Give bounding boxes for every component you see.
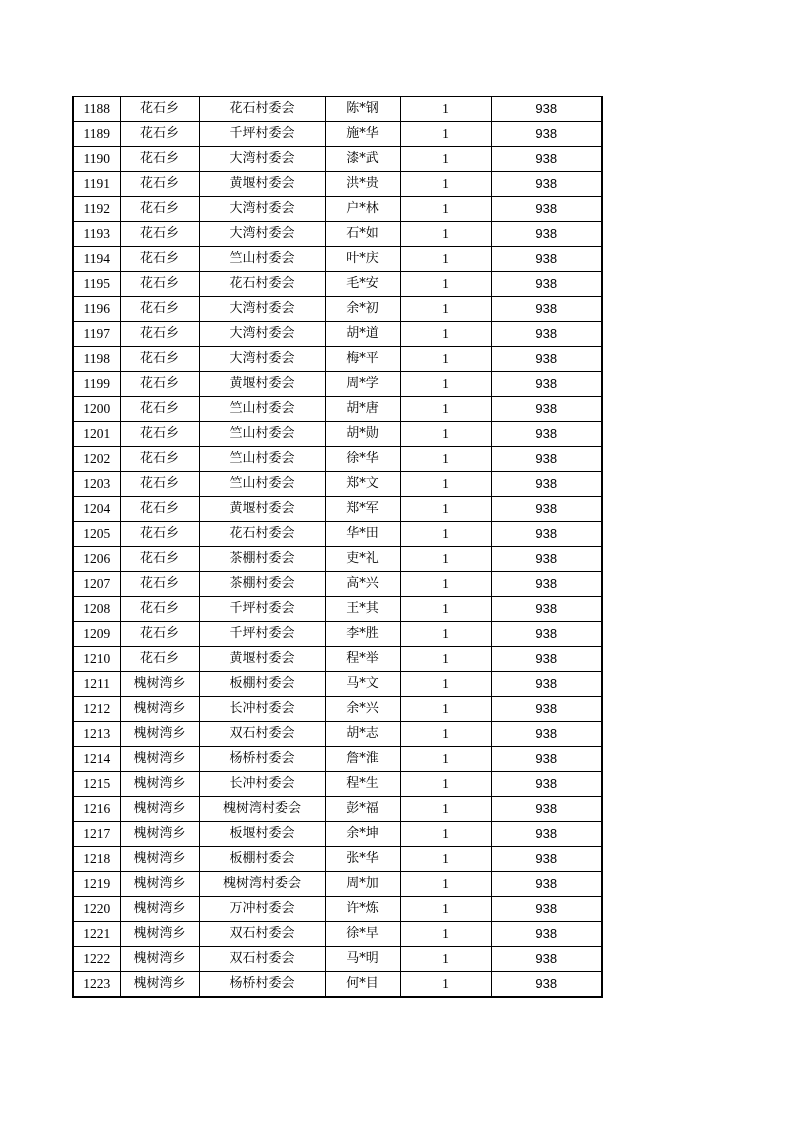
row-number-cell: 1204 bbox=[73, 497, 120, 522]
township-cell: 花石乡 bbox=[120, 297, 199, 322]
table-row bbox=[73, 572, 602, 597]
township-cell: 花石乡 bbox=[120, 97, 199, 122]
amount-cell: 938 bbox=[491, 172, 602, 197]
name-cell: 程*生 bbox=[325, 772, 400, 797]
amount-cell: 938 bbox=[491, 297, 602, 322]
count-cell: 1 bbox=[400, 272, 491, 297]
table-row bbox=[73, 847, 602, 872]
township-cell: 花石乡 bbox=[120, 447, 199, 472]
village-committee-cell: 千坪村委会 bbox=[199, 122, 325, 147]
amount-cell: 938 bbox=[491, 872, 602, 897]
count-cell: 1 bbox=[400, 672, 491, 697]
amount-cell: 938 bbox=[491, 822, 602, 847]
table-row bbox=[73, 697, 602, 722]
row-number-cell: 1198 bbox=[73, 347, 120, 372]
count-cell: 1 bbox=[400, 872, 491, 897]
amount-cell: 938 bbox=[491, 547, 602, 572]
row-number-cell: 1192 bbox=[73, 197, 120, 222]
count-cell: 1 bbox=[400, 772, 491, 797]
count-cell: 1 bbox=[400, 372, 491, 397]
table-row bbox=[73, 547, 602, 572]
amount-cell: 938 bbox=[491, 472, 602, 497]
name-cell: 洪*贵 bbox=[325, 172, 400, 197]
row-number-cell: 1191 bbox=[73, 172, 120, 197]
village-committee-cell: 竺山村委会 bbox=[199, 472, 325, 497]
village-committee-cell: 万冲村委会 bbox=[199, 897, 325, 922]
name-cell: 叶*庆 bbox=[325, 247, 400, 272]
amount-cell: 938 bbox=[491, 797, 602, 822]
count-cell: 1 bbox=[400, 472, 491, 497]
township-cell: 槐树湾乡 bbox=[120, 672, 199, 697]
village-committee-cell: 长冲村委会 bbox=[199, 697, 325, 722]
table-row bbox=[73, 772, 602, 797]
table-row bbox=[73, 597, 602, 622]
amount-cell: 938 bbox=[491, 97, 602, 122]
row-number-cell: 1193 bbox=[73, 222, 120, 247]
amount-cell: 938 bbox=[491, 447, 602, 472]
township-cell: 槐树湾乡 bbox=[120, 922, 199, 947]
township-cell: 花石乡 bbox=[120, 497, 199, 522]
name-cell: 程*举 bbox=[325, 647, 400, 672]
amount-cell: 938 bbox=[491, 697, 602, 722]
amount-cell: 938 bbox=[491, 522, 602, 547]
name-cell: 户*林 bbox=[325, 197, 400, 222]
row-number-cell: 1209 bbox=[73, 622, 120, 647]
township-cell: 花石乡 bbox=[120, 647, 199, 672]
amount-cell: 938 bbox=[491, 497, 602, 522]
table-row bbox=[73, 647, 602, 672]
count-cell: 1 bbox=[400, 197, 491, 222]
village-committee-cell: 茶棚村委会 bbox=[199, 572, 325, 597]
table-row bbox=[73, 247, 602, 272]
row-number-cell: 1201 bbox=[73, 422, 120, 447]
township-cell: 花石乡 bbox=[120, 197, 199, 222]
table-row bbox=[73, 947, 602, 972]
row-number-cell: 1219 bbox=[73, 872, 120, 897]
township-cell: 槐树湾乡 bbox=[120, 947, 199, 972]
township-cell: 花石乡 bbox=[120, 272, 199, 297]
amount-cell: 938 bbox=[491, 372, 602, 397]
name-cell: 徐*早 bbox=[325, 922, 400, 947]
count-cell: 1 bbox=[400, 522, 491, 547]
count-cell: 1 bbox=[400, 497, 491, 522]
township-cell: 花石乡 bbox=[120, 172, 199, 197]
count-cell: 1 bbox=[400, 722, 491, 747]
count-cell: 1 bbox=[400, 622, 491, 647]
township-cell: 花石乡 bbox=[120, 322, 199, 347]
count-cell: 1 bbox=[400, 897, 491, 922]
row-number-cell: 1197 bbox=[73, 322, 120, 347]
township-cell: 花石乡 bbox=[120, 397, 199, 422]
village-committee-cell: 黄堰村委会 bbox=[199, 172, 325, 197]
township-cell: 槐树湾乡 bbox=[120, 822, 199, 847]
count-cell: 1 bbox=[400, 822, 491, 847]
table-row bbox=[73, 272, 602, 297]
count-cell: 1 bbox=[400, 147, 491, 172]
village-committee-cell: 千坪村委会 bbox=[199, 597, 325, 622]
amount-cell: 938 bbox=[491, 122, 602, 147]
name-cell: 王*其 bbox=[325, 597, 400, 622]
table-row bbox=[73, 472, 602, 497]
township-cell: 花石乡 bbox=[120, 122, 199, 147]
amount-cell: 938 bbox=[491, 922, 602, 947]
row-number-cell: 1215 bbox=[73, 772, 120, 797]
name-cell: 徐*华 bbox=[325, 447, 400, 472]
table-row bbox=[73, 622, 602, 647]
name-cell: 李*胜 bbox=[325, 622, 400, 647]
table-row bbox=[73, 897, 602, 922]
row-number-cell: 1202 bbox=[73, 447, 120, 472]
village-committee-cell: 花石村委会 bbox=[199, 522, 325, 547]
village-committee-cell: 竺山村委会 bbox=[199, 447, 325, 472]
village-committee-cell: 竺山村委会 bbox=[199, 397, 325, 422]
row-number-cell: 1196 bbox=[73, 297, 120, 322]
row-number-cell: 1217 bbox=[73, 822, 120, 847]
row-number-cell: 1221 bbox=[73, 922, 120, 947]
village-committee-cell: 大湾村委会 bbox=[199, 222, 325, 247]
township-cell: 花石乡 bbox=[120, 547, 199, 572]
village-committee-cell: 大湾村委会 bbox=[199, 297, 325, 322]
township-cell: 槐树湾乡 bbox=[120, 747, 199, 772]
name-cell: 张*华 bbox=[325, 847, 400, 872]
name-cell: 马*文 bbox=[325, 672, 400, 697]
amount-cell: 938 bbox=[491, 747, 602, 772]
table-row bbox=[73, 347, 602, 372]
name-cell: 高*兴 bbox=[325, 572, 400, 597]
village-committee-cell: 长冲村委会 bbox=[199, 772, 325, 797]
amount-cell: 938 bbox=[491, 972, 602, 998]
name-cell: 何*目 bbox=[325, 972, 400, 998]
count-cell: 1 bbox=[400, 747, 491, 772]
township-cell: 槐树湾乡 bbox=[120, 722, 199, 747]
name-cell: 施*华 bbox=[325, 122, 400, 147]
amount-cell: 938 bbox=[491, 622, 602, 647]
table-row bbox=[73, 522, 602, 547]
row-number-cell: 1220 bbox=[73, 897, 120, 922]
count-cell: 1 bbox=[400, 697, 491, 722]
row-number-cell: 1200 bbox=[73, 397, 120, 422]
row-number-cell: 1207 bbox=[73, 572, 120, 597]
amount-cell: 938 bbox=[491, 322, 602, 347]
name-cell: 周*加 bbox=[325, 872, 400, 897]
count-cell: 1 bbox=[400, 297, 491, 322]
count-cell: 1 bbox=[400, 947, 491, 972]
count-cell: 1 bbox=[400, 122, 491, 147]
table-row bbox=[73, 922, 602, 947]
village-committee-cell: 杨桥村委会 bbox=[199, 747, 325, 772]
count-cell: 1 bbox=[400, 922, 491, 947]
village-committee-cell: 黄堰村委会 bbox=[199, 647, 325, 672]
row-number-cell: 1218 bbox=[73, 847, 120, 872]
count-cell: 1 bbox=[400, 322, 491, 347]
township-cell: 花石乡 bbox=[120, 222, 199, 247]
row-number-cell: 1194 bbox=[73, 247, 120, 272]
village-committee-cell: 大湾村委会 bbox=[199, 197, 325, 222]
table-row bbox=[73, 197, 602, 222]
table-row bbox=[73, 447, 602, 472]
table-row bbox=[73, 422, 602, 447]
row-number-cell: 1223 bbox=[73, 972, 120, 998]
amount-cell: 938 bbox=[491, 897, 602, 922]
row-number-cell: 1206 bbox=[73, 547, 120, 572]
row-number-cell: 1190 bbox=[73, 147, 120, 172]
table-row bbox=[73, 822, 602, 847]
table-row bbox=[73, 322, 602, 347]
row-number-cell: 1213 bbox=[73, 722, 120, 747]
count-cell: 1 bbox=[400, 422, 491, 447]
name-cell: 胡*唐 bbox=[325, 397, 400, 422]
row-number-cell: 1222 bbox=[73, 947, 120, 972]
amount-cell: 938 bbox=[491, 347, 602, 372]
name-cell: 彭*福 bbox=[325, 797, 400, 822]
count-cell: 1 bbox=[400, 447, 491, 472]
village-committee-cell: 板棚村委会 bbox=[199, 847, 325, 872]
township-cell: 花石乡 bbox=[120, 472, 199, 497]
count-cell: 1 bbox=[400, 847, 491, 872]
name-cell: 华*田 bbox=[325, 522, 400, 547]
row-number-cell: 1212 bbox=[73, 697, 120, 722]
table-row bbox=[73, 122, 602, 147]
village-committee-cell: 双石村委会 bbox=[199, 947, 325, 972]
village-committee-cell: 槐树湾村委会 bbox=[199, 797, 325, 822]
township-cell: 槐树湾乡 bbox=[120, 797, 199, 822]
row-number-cell: 1203 bbox=[73, 472, 120, 497]
amount-cell: 938 bbox=[491, 272, 602, 297]
row-number-cell: 1208 bbox=[73, 597, 120, 622]
amount-cell: 938 bbox=[491, 197, 602, 222]
township-cell: 槐树湾乡 bbox=[120, 972, 199, 998]
township-cell: 花石乡 bbox=[120, 422, 199, 447]
amount-cell: 938 bbox=[491, 222, 602, 247]
name-cell: 余*初 bbox=[325, 297, 400, 322]
amount-cell: 938 bbox=[491, 947, 602, 972]
name-cell: 马*明 bbox=[325, 947, 400, 972]
name-cell: 毛*安 bbox=[325, 272, 400, 297]
table-row bbox=[73, 722, 602, 747]
name-cell: 余*坤 bbox=[325, 822, 400, 847]
row-number-cell: 1205 bbox=[73, 522, 120, 547]
row-number-cell: 1188 bbox=[73, 97, 120, 122]
township-cell: 花石乡 bbox=[120, 522, 199, 547]
table-row bbox=[73, 797, 602, 822]
village-committee-cell: 千坪村委会 bbox=[199, 622, 325, 647]
row-number-cell: 1211 bbox=[73, 672, 120, 697]
village-committee-cell: 板棚村委会 bbox=[199, 672, 325, 697]
table-row bbox=[73, 222, 602, 247]
township-cell: 槐树湾乡 bbox=[120, 847, 199, 872]
table-row bbox=[73, 97, 602, 122]
name-cell: 郑*军 bbox=[325, 497, 400, 522]
township-cell: 槐树湾乡 bbox=[120, 697, 199, 722]
village-committee-cell: 大湾村委会 bbox=[199, 347, 325, 372]
township-cell: 槐树湾乡 bbox=[120, 897, 199, 922]
township-cell: 花石乡 bbox=[120, 247, 199, 272]
count-cell: 1 bbox=[400, 247, 491, 272]
village-committee-cell: 大湾村委会 bbox=[199, 322, 325, 347]
roster-table-body bbox=[73, 97, 602, 998]
name-cell: 陈*钢 bbox=[325, 97, 400, 122]
count-cell: 1 bbox=[400, 647, 491, 672]
name-cell: 余*兴 bbox=[325, 697, 400, 722]
village-committee-cell: 黄堰村委会 bbox=[199, 372, 325, 397]
village-committee-cell: 黄堰村委会 bbox=[199, 497, 325, 522]
name-cell: 胡*勋 bbox=[325, 422, 400, 447]
count-cell: 1 bbox=[400, 572, 491, 597]
row-number-cell: 1216 bbox=[73, 797, 120, 822]
amount-cell: 938 bbox=[491, 597, 602, 622]
township-cell: 花石乡 bbox=[120, 372, 199, 397]
amount-cell: 938 bbox=[491, 847, 602, 872]
amount-cell: 938 bbox=[491, 422, 602, 447]
name-cell: 梅*平 bbox=[325, 347, 400, 372]
village-committee-cell: 杨桥村委会 bbox=[199, 972, 325, 998]
count-cell: 1 bbox=[400, 222, 491, 247]
table-row bbox=[73, 372, 602, 397]
table-row bbox=[73, 147, 602, 172]
township-cell: 槐树湾乡 bbox=[120, 772, 199, 797]
village-committee-cell: 竺山村委会 bbox=[199, 247, 325, 272]
township-cell: 花石乡 bbox=[120, 597, 199, 622]
count-cell: 1 bbox=[400, 97, 491, 122]
table-row bbox=[73, 497, 602, 522]
name-cell: 胡*道 bbox=[325, 322, 400, 347]
row-number-cell: 1214 bbox=[73, 747, 120, 772]
roster-table bbox=[72, 96, 603, 998]
row-number-cell: 1189 bbox=[73, 122, 120, 147]
table-row bbox=[73, 872, 602, 897]
name-cell: 吏*礼 bbox=[325, 547, 400, 572]
table-row bbox=[73, 672, 602, 697]
village-committee-cell: 竺山村委会 bbox=[199, 422, 325, 447]
table-row bbox=[73, 972, 602, 998]
name-cell: 郑*文 bbox=[325, 472, 400, 497]
amount-cell: 938 bbox=[491, 722, 602, 747]
name-cell: 许*炼 bbox=[325, 897, 400, 922]
amount-cell: 938 bbox=[491, 147, 602, 172]
amount-cell: 938 bbox=[491, 647, 602, 672]
village-committee-cell: 板堰村委会 bbox=[199, 822, 325, 847]
name-cell: 漆*武 bbox=[325, 147, 400, 172]
township-cell: 花石乡 bbox=[120, 622, 199, 647]
village-committee-cell: 花石村委会 bbox=[199, 272, 325, 297]
amount-cell: 938 bbox=[491, 572, 602, 597]
amount-cell: 938 bbox=[491, 672, 602, 697]
village-committee-cell: 茶棚村委会 bbox=[199, 547, 325, 572]
name-cell: 周*学 bbox=[325, 372, 400, 397]
count-cell: 1 bbox=[400, 972, 491, 998]
table-row bbox=[73, 172, 602, 197]
table-row bbox=[73, 747, 602, 772]
count-cell: 1 bbox=[400, 797, 491, 822]
township-cell: 槐树湾乡 bbox=[120, 872, 199, 897]
count-cell: 1 bbox=[400, 597, 491, 622]
village-committee-cell: 双石村委会 bbox=[199, 722, 325, 747]
township-cell: 花石乡 bbox=[120, 147, 199, 172]
village-committee-cell: 双石村委会 bbox=[199, 922, 325, 947]
count-cell: 1 bbox=[400, 397, 491, 422]
row-number-cell: 1199 bbox=[73, 372, 120, 397]
amount-cell: 938 bbox=[491, 772, 602, 797]
table-row bbox=[73, 297, 602, 322]
amount-cell: 938 bbox=[491, 247, 602, 272]
village-committee-cell: 槐树湾村委会 bbox=[199, 872, 325, 897]
row-number-cell: 1210 bbox=[73, 647, 120, 672]
amount-cell: 938 bbox=[491, 397, 602, 422]
village-committee-cell: 花石村委会 bbox=[199, 97, 325, 122]
name-cell: 胡*志 bbox=[325, 722, 400, 747]
row-number-cell: 1195 bbox=[73, 272, 120, 297]
name-cell: 詹*淮 bbox=[325, 747, 400, 772]
table-row bbox=[73, 397, 602, 422]
count-cell: 1 bbox=[400, 547, 491, 572]
count-cell: 1 bbox=[400, 347, 491, 372]
name-cell: 石*如 bbox=[325, 222, 400, 247]
township-cell: 花石乡 bbox=[120, 572, 199, 597]
count-cell: 1 bbox=[400, 172, 491, 197]
township-cell: 花石乡 bbox=[120, 347, 199, 372]
village-committee-cell: 大湾村委会 bbox=[199, 147, 325, 172]
